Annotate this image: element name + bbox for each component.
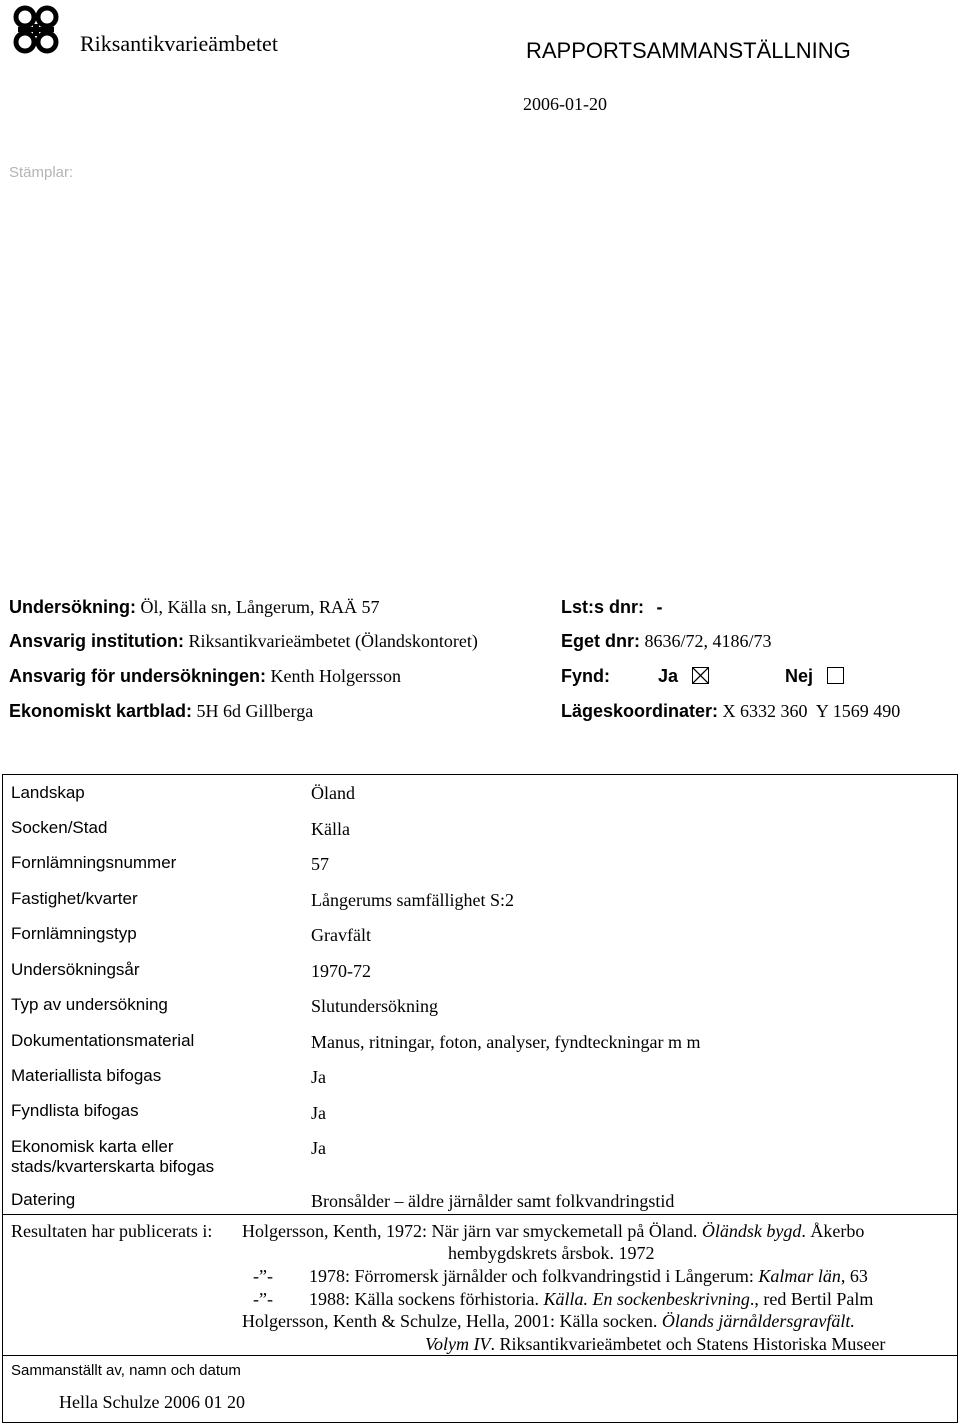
info-label: Lst:s dnr: [561,597,644,617]
row-value: Gravfält [311,925,371,945]
info-label: Fynd: [561,666,610,686]
publication-line: hembygdskrets årsbok. 1972 [448,1243,655,1263]
raa-logo-icon [10,4,70,56]
row-label: Typ av undersökning [11,995,168,1014]
row-label: Dokumentationsmaterial [11,1031,195,1050]
row-value: 1970-72 [311,961,371,981]
info-label: Lägeskoordinater: [561,701,719,721]
ditto-mark: -”- [253,1266,273,1286]
info-ansvarig-undersokning [9,666,401,687]
row-value: Slutundersökning [311,996,439,1016]
ditto-mark: -”- [253,1289,273,1309]
info-value: Kenth Holgersson [270,666,402,686]
publications-label: Resultaten har publicerats i: [11,1221,213,1241]
row-value: Källa [311,819,350,839]
row-label: Fyndlista bifogas [11,1101,139,1120]
fynd-ja-checkbox[interactable] [692,667,709,684]
info-fynd [561,666,610,687]
row-value: Långerums samfällighet S:2 [311,890,514,910]
row-label: Undersökningsår [11,960,140,979]
report-date: 2006-01-20 [523,94,607,114]
row-label: Fastighet/kvarter [11,889,138,908]
fynd-ja-label: Ja [658,666,679,686]
info-label: Ekonomiskt kartblad: [9,701,193,721]
publication-line: Holgersson, Kenth, 1972: När järn var smyckemetall på Öland. Öländsk bygd. Åkerbo [242,1221,865,1241]
row-value: Bronsålder – äldre järnålder samt folkvandringstid [311,1191,675,1211]
table-divider [3,1214,957,1215]
info-label: Undersökning: [9,597,137,617]
info-ansvarig-institution [9,631,478,652]
row-label: Ekonomisk karta eller stads/kvarterskarta bifogas [11,1137,215,1176]
compiled-label: Sammanställt av, namn och datum [11,1362,241,1379]
data-table [2,774,958,1423]
info-value: - [656,597,663,617]
row-value: Ja [311,1067,326,1087]
info-value: 5H 6d Gillberga [196,701,314,721]
publication-line: Holgersson, Kenth & Schulze, Hella, 2001: Källa socken. Ölands järnåldersgravfält. [242,1311,855,1331]
fynd-nej-label: Nej [785,666,814,686]
row-label: Landskap [11,783,85,802]
row-label: Fornlämningsnummer [11,853,177,872]
row-label: Fornlämningstyp [11,924,137,943]
publication-line: 1988: Källa sockens förhistoria. Källa. En sockenbeskrivning., red Bertil Palm [309,1289,874,1309]
fynd-nej-checkbox[interactable] [827,667,844,684]
report-title: RAPPORTSAMMANSTÄLLNING [526,38,851,63]
info-value: X 6332 360 Y 1569 490 [722,701,901,721]
checked-x-icon [693,668,708,683]
row-value: Ja [311,1103,326,1123]
row-value: Öland [311,783,355,803]
info-lst-dnr [561,597,663,618]
info-value: Riksantikvarieämbetet (Ölandskontoret) [188,631,478,651]
row-value: 57 [311,854,329,874]
logo-wordmark: Riksantikvarieämbetet [80,31,278,56]
info-eget-dnr [561,631,772,652]
info-label: Eget dnr: [561,631,640,651]
row-label: Datering [11,1190,76,1209]
publication-line: 1978: Förromersk järnålder och folkvandringstid i Långerum: Kalmar län, 63 [309,1266,868,1286]
info-koordinater [561,701,900,722]
row-label: Materiallista bifogas [11,1066,162,1085]
fynd-ja [658,666,709,687]
row-value: Ja [311,1138,326,1158]
info-kartblad [9,701,313,722]
info-label: Ansvarig institution: [9,631,184,651]
info-value: 8636/72, 4186/73 [644,631,772,651]
compiled-value: Hella Schulze 2006 01 20 [59,1392,245,1412]
info-value: Öl, Källa sn, Långerum, RAÄ 57 [140,597,380,617]
info-label: Ansvarig för undersökningen: [9,666,267,686]
publication-line: Volym IV. Riksantikvarieämbetet och Statens Historiska Museer [425,1334,886,1354]
row-value: Manus, ritningar, foton, analyser, fyndteckningar m m [311,1032,701,1052]
info-undersokning [9,597,379,618]
fynd-nej [785,666,844,687]
table-divider [3,1355,957,1356]
row-label: Socken/Stad [11,818,108,837]
stamps-label: Stämplar: [9,164,74,181]
